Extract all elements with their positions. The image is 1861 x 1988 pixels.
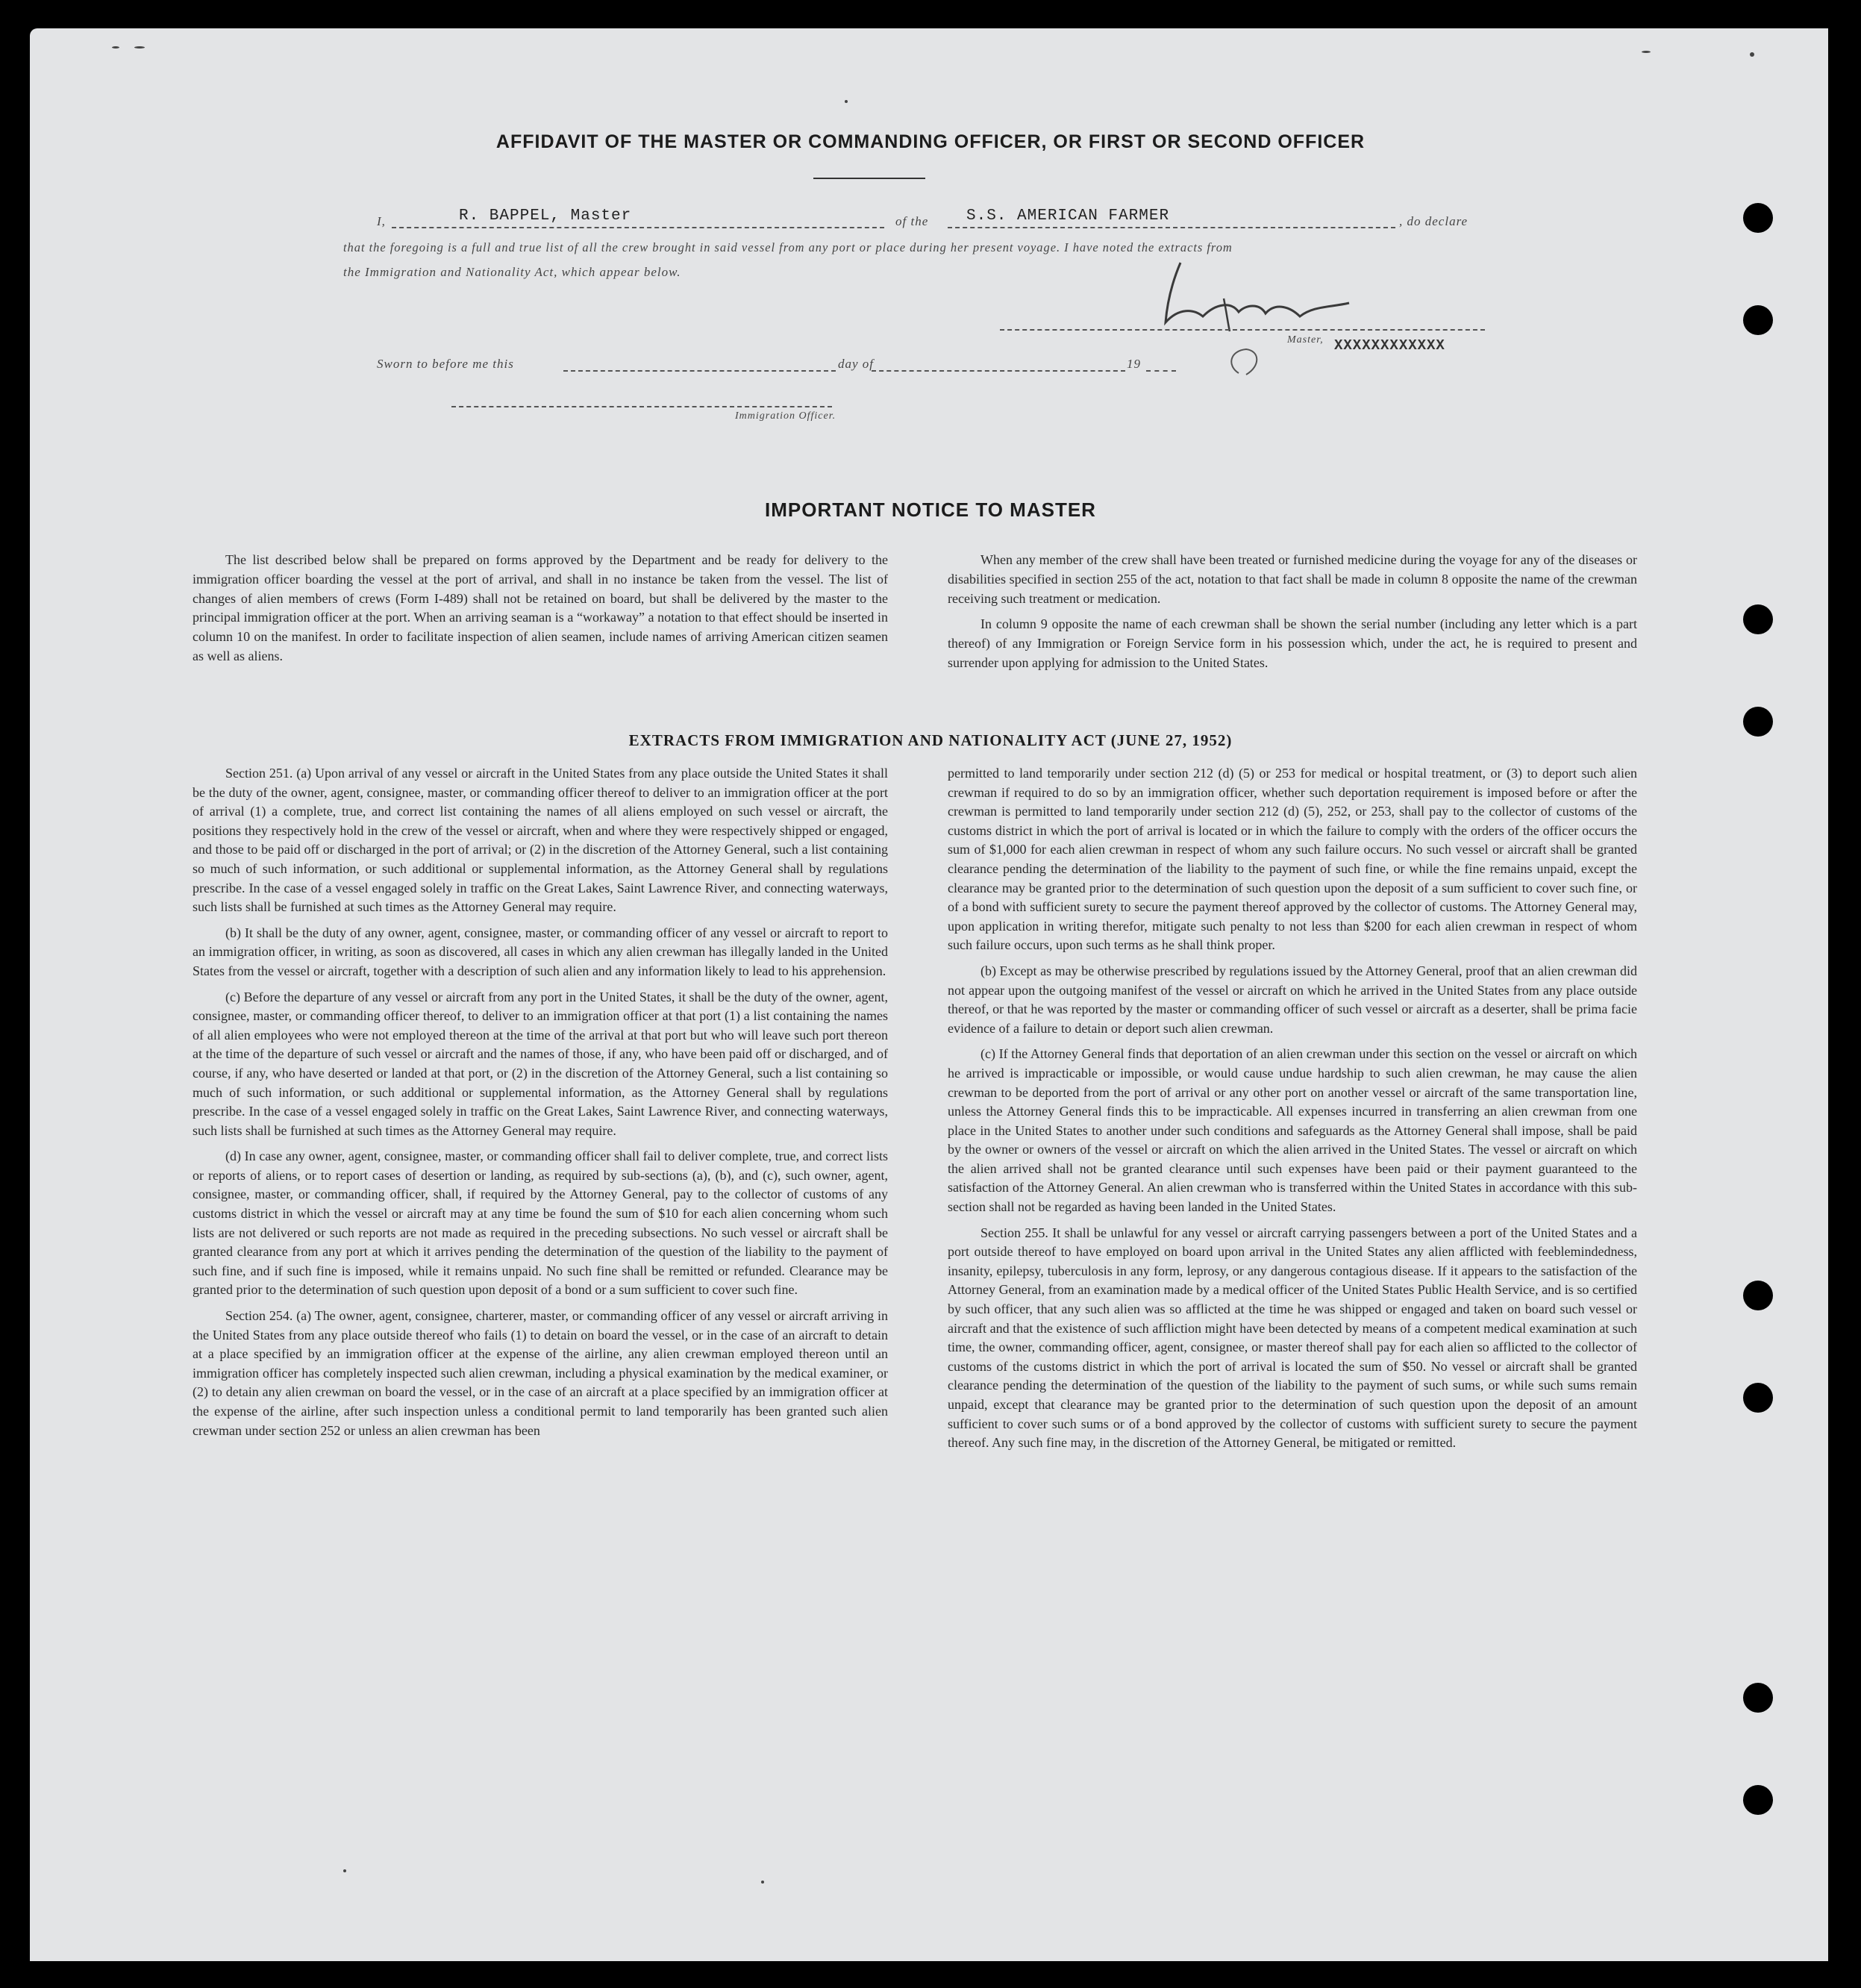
notice-paragraph: In column 9 opposite the name of each crewman shall be shown the serial number (including any letter which is a part thereof) of any Immigration or Foreign Service form in his possession which, under the act, he is required to present and surrender upon applying for admission to the United States.	[948, 616, 1637, 670]
officer-label: Immigration Officer.	[735, 410, 836, 422]
punch-hole	[1743, 1383, 1773, 1413]
extract-paragraph: (b) Except as may be otherwise prescribed by regulations issued by the Attorney General, proof that an alien crewman did not appear upon the outgoing manifest of the vessel or aircraft on which he arrived in the United States from any place outside thereof, or that he was reported by the master or commanding officer of such vessel or aircraft as a deserter, shall be prima facie evidence of a failure to detain or deport such alien crewman.	[948, 963, 1637, 1036]
struck-text: XXXXXXXXXXXX	[1334, 337, 1445, 354]
scan-speck	[761, 1881, 764, 1884]
extract-paragraph: (c) If the Attorney General finds that deportation of an alien crewman under this section on the vessel or aircraft on which he arrived is impracticable or impossible, or would cause undue hardship to such alien crewman, he may cause the alien crewman to be deported from the port of arrival or any other port on another vessel or aircraft of the same transportation line, unless the Attorney General finds this to be impracticable. All expenses incurred in transferring an alien crewman from one place in the United States to another under such conditions and safeguards as the Attorney General shall impose, shall be paid by the owner or owners of the vessel or aircraft on which the alien arrived in the United States. The vessel or aircraft on which the alien arrived shall not be granted clearance until such expenses have been paid or their payment guaranteed to the satisfaction of the Attorney General. An alien crewman who is transferred within the United States in accordance with this sub-section shall not be regarded as having been landed in the United States.	[948, 1046, 1637, 1215]
extracts-left-column	[193, 764, 888, 1447]
scan-speck	[1750, 52, 1754, 57]
extract-paragraph: (c) Before the departure of any vessel or aircraft from any port in the United States, it shall be the duty of the owner, agent, consignee, master, or commanding officer thereof, to deliver to an immigration officer at that port (1) a list containing the names of all alien employees who were not employed thereon at the time of the arrival at that port but who will leave such port thereon at the time of the departure of such vessel or aircraft and the names of those, if any, who have been paid off or discharged, and of course, if any, who have deserted or landed at that port, or (2) in the discretion of the Attorney General, such a list containing so much of such information, or such additional or supplemental information, as the Attorney General shall by regulations prescribe. In the case of a vessel engaged solely in traffic on the Great Lakes, Saint Lawrence River, and connecting waterways, such lists shall be furnished at such times as the Attorney General may require.	[193, 989, 888, 1138]
do-declare-label: , do declare	[1399, 214, 1469, 228]
punch-hole	[1743, 1281, 1773, 1310]
scan-speck	[343, 1869, 346, 1872]
extract-paragraph: (b) It shall be the duty of any owner, agent, consignee, master, or commanding officer of any vessel or aircraft to report to an immigration officer, in writing, as soon as discovered, all cases in which any alien crewman has illegally landed in the United States from the vessel or aircraft, together with a description of such alien and any information likely to lead to his apprehension.	[193, 925, 888, 978]
signature-line	[1000, 329, 1485, 331]
notice-title: IMPORTANT NOTICE TO MASTER	[765, 498, 1096, 521]
punch-hole	[1746, 606, 1770, 630]
extract-paragraph: Section 251. (a) Upon arrival of any vessel or aircraft in the United States from any place outside the United States it shall be the duty of the owner, agent, consignee, master, or commanding officer thereof to deliver to an immigration officer at the port of arrival (1) a complete, true, and correct list containing the names of all aliens employed on such vessel or aircraft, the positions they respectively hold in the crew of the vessel or aircraft, when and where they were respectively shipped or engaged, and those to be paid off or discharged in the port of arrival; or (2) in the discretion of the Attorney General, such a list containing so much of such information, or such additional or supplemental information, as the Attorney General shall by regulations prescribe. In the case of a vessel engaged solely in traffic on the Great Lakes, Saint Lawrence River, and connecting waterways, such lists shall be furnished at such times as the Attorney General may require.	[193, 766, 888, 915]
declaration-line-2: the Immigration and Nationality Act, which appear below.	[343, 265, 681, 279]
punch-hole	[1743, 203, 1773, 233]
extracts-title: EXTRACTS FROM IMMIGRATION AND NATIONALITY ACT (JUNE 27, 1952)	[628, 731, 1233, 749]
notice-right-column	[948, 551, 1637, 680]
year-label: 19	[1127, 357, 1141, 371]
punch-hole	[1743, 1683, 1773, 1713]
notice-paragraph: The list described below shall be prepared on forms approved by the Department and be ready for delivery to the immigration officer boarding the vessel at the port of arrival, and shall in no instance be taken from the vessel. The list of changes of alien members of crews (Form I-489) shall not be retained on board, but shall be delivered by the master to the principal immigration officer at the port. When an arriving seaman is a “workaway” a notation to that effect should be inserted in column 10 on the manifest. In order to facilitate inspection of alien seamen, include names of arriving American citizen seamen as well as aliens.	[193, 552, 888, 663]
punch-hole	[1743, 1785, 1773, 1815]
sworn-label: Sworn to before me this	[377, 357, 514, 371]
title-divider	[813, 178, 925, 179]
month-line	[872, 370, 1125, 372]
vessel-name-value: S.S. AMERICAN FARMER	[966, 207, 1170, 225]
affidavit-title: AFFIDAVIT OF THE MASTER OR COMMANDING OFFICER, OR FIRST OR SECOND OFFICER	[495, 131, 1366, 152]
scan-speck	[112, 46, 119, 49]
master-label: Master,	[1287, 334, 1324, 346]
extract-paragraph: Section 254. (a) The owner, agent, consignee, charterer, master, or commanding officer of any vessel or aircraft arriving in the United States from any place outside thereof who fails (1) to detain on board the vessel, or in the case of an aircraft to detain at a place specified by an immigration officer at the expense of the airline, any alien crewman employed thereon until an immigration officer has completely inspected such alien crewman, including a physical examination by the medical examiner, or (2) to detain any alien crewman on board the vessel, or in the case of an aircraft at a place specified by an immigration officer at the expense of the airline, after such inspection unless a conditional permit to land temporarily has been granted such alien crewman under section 252 or unless an alien crewman has been	[193, 1308, 888, 1438]
of-the-label: of the	[895, 214, 929, 228]
extract-paragraph: Section 255. It shall be unlawful for any vessel or aircraft carrying passengers between a port of the United States and a port outside thereof to have employed on board upon arrival in the United States any alien afflicted with feeblemindedness, insanity, epilepsy, tuberculosis in any form, leprosy, or any dangerous contagious disease. If it appears to the satisfaction of the Attorney General, from an examination made by a medical officer of the United States Public Health Service, and is so certified by such officer, that any such alien was so afflicted at the time he was shipped or engaged and taken on board such vessel or aircraft and that the existence of such affliction might have been detected by means of a competent medical examination at such time, the owner, commanding officer, agent, consignee, or master thereof shall pay for each alien so afflicted to the collector of customs of the customs district in which the port of arrival is located the sum of $50. No vessel or aircraft shall be granted clearance pending the determination of the question of the liability to the payment of such sums, or while such sums remain unpaid, except that clearance may be granted prior to the determination of such question upon the deposit of an amount sufficient to cover such sums or of a bond approved by the collector of customs with sufficient surety to secure the payment thereof. Any such fine may, in the discretion of the Attorney General, be mitigated or remitted.	[948, 1225, 1637, 1451]
i-label: I,	[377, 214, 386, 228]
vessel-name-line	[948, 227, 1395, 228]
declaration-line-1: that the foregoing is a full and true list of all the crew brought in said vessel from any port or place during her present voyage. I have noted the extracts from	[343, 240, 1233, 254]
officer-signature-line	[451, 406, 832, 407]
master-name-value: R. BAPPEL, Master	[459, 207, 632, 225]
day-of-label: day of	[838, 357, 875, 371]
scan-speck	[134, 46, 145, 49]
extract-paragraph: (d) In case any owner, agent, consignee, master, or commanding officer shall fail to deliver complete, true, and correct lists or reports of aliens, or to report cases of desertion or landing, as required by sub-sections (a), (b), and (c), such owner, agent, consignee, master, or commanding officer, shall, if required by the Attorney General, pay to the collector of customs of any customs district in which the vessel or aircraft may at any time be found the sum of $10 for each alien concerning whom such lists are not delivered or such reports are not made as required in the preceding subsections. No such vessel or aircraft shall be granted clearance from any port at which it arrives pending the determination of the question of the liability to the payment of such fine, and if such fine is imposed, while it remains unpaid. No such fine shall be remitted or refunded. Clearance may be granted prior to the determination of such question upon deposit of a bond or a sum sufficient to cover such fine.	[193, 1148, 888, 1298]
notice-left-column	[193, 551, 888, 673]
notice-paragraph: When any member of the crew shall have been treated or furnished medicine during the voyage for any of the diseases or disabilities specified in section 255 of the act, notation to that fact shall be made in column 8 opposite the name of the crewman receiving such treatment or medication.	[948, 552, 1637, 606]
scan-speck	[845, 100, 848, 103]
year-line	[1146, 370, 1176, 372]
punch-hole	[1743, 305, 1773, 335]
extracts-right-column	[948, 764, 1637, 1460]
extract-paragraph: permitted to land temporarily under section 212 (d) (5) or 253 for medical or hospital treatment, or (3) to deport such alien crewman if required to do so by an immigration officer, whether such deportation requirement is imposed before or after the crewman is permitted to land temporarily under section 212 (d) (5), 252, or 253, shall pay to the collector of customs of the customs district in which the port of arrival is located or in which the failure to comply with the orders of the officer occurs the sum of $1,000 for each alien crewman in respect of whom any such failure occurs. No such vessel or aircraft shall be granted clearance pending the determination of the liability to the payment of such fine, or while the fine remains unpaid, except the clearance may be granted prior to the determination of such question upon the deposit of a sum sufficient to cover such fine, or of a bond with sufficient surety to secure the payment thereof approved by the collector of customs. The Attorney General may, upon application in writing therefor, mitigate such penalty to not less than $200 for each alien crewman in respect of whom such failure occurs, upon such terms as he shall think proper.	[948, 766, 1637, 953]
master-name-line	[392, 227, 884, 228]
master-signature	[1134, 254, 1358, 388]
scan-speck	[1642, 51, 1651, 53]
sworn-date-line	[563, 370, 836, 372]
